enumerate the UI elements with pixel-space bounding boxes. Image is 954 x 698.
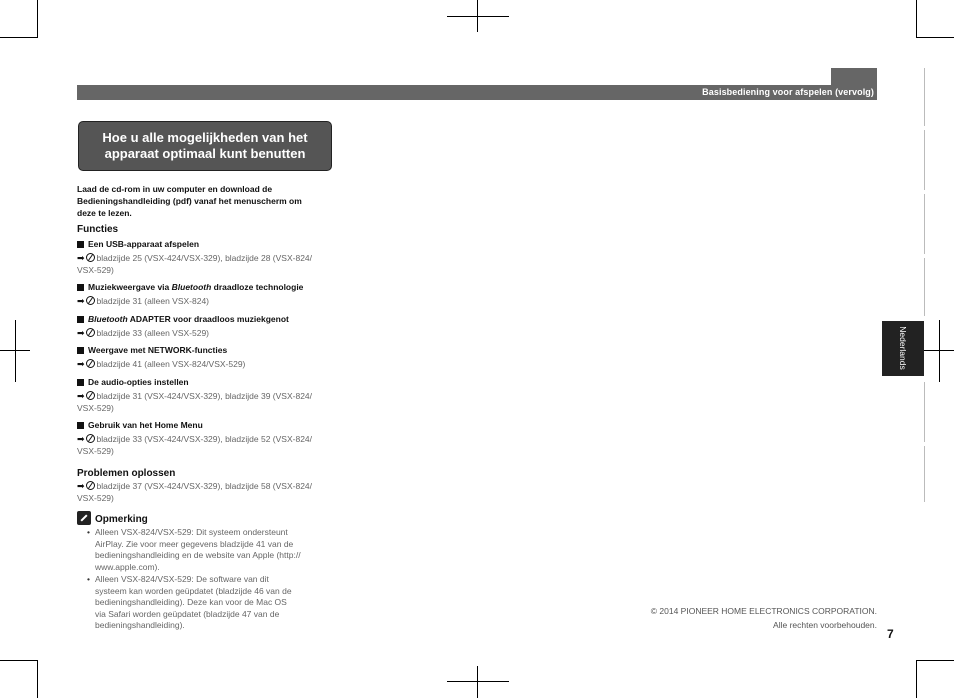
item-title-text: De audio-opties instellen: [88, 377, 189, 387]
item-title-post: draadloze technologie: [211, 282, 304, 292]
cd-rom-icon: [86, 481, 95, 490]
item-title-post: ADAPTER voor draadloos muziekgenot: [127, 314, 289, 324]
arrow-right-icon: ➡: [77, 296, 85, 306]
language-tab-label: Nederlands: [898, 326, 908, 370]
problemen-heading: Problemen oplossen: [77, 468, 176, 479]
note-line: AirPlay. Zie voor meer gegevens bladzijde 41 van de: [95, 538, 294, 549]
bullet-dot-icon: •: [87, 527, 90, 537]
problemen-ref: [77, 481, 327, 504]
note-line: systeem kan worden geüpdatet (bladzijde 46 van de: [95, 585, 292, 596]
note-line: Alleen VSX-824/VSX-529: Dit systeem ondersteunt: [95, 527, 288, 537]
arrow-right-icon: ➡: [77, 481, 85, 491]
item-title-pre: Muziekweergave via: [88, 282, 172, 292]
square-bullet-icon: [77, 379, 84, 386]
note-line: Alleen VSX-824/VSX-529: De software van dit: [95, 574, 269, 584]
pencil-note-icon: [77, 511, 91, 525]
cd-rom-icon: [86, 328, 95, 337]
note-bullet: [87, 574, 327, 632]
note-line: bedieningshandleiding).: [95, 620, 185, 631]
square-bullet-icon: [77, 347, 84, 354]
ref-line1: bladzijde 37 (VSX-424/VSX-329), bladzijde 58 (VSX-824/: [96, 481, 313, 491]
cd-rom-icon: [86, 296, 95, 305]
intro-text: [77, 183, 332, 219]
ref-line1: bladzijde 25 (VSX-424/VSX-329), bladzijde 28 (VSX-824/: [96, 253, 313, 263]
function-item-title: [77, 345, 227, 355]
item-title-text: Een USB-apparaat afspelen: [88, 239, 200, 249]
ref-line2: VSX-529): [77, 492, 114, 503]
running-title: Basisbediening voor afspelen (vervolg): [702, 87, 874, 97]
cd-rom-icon: [86, 253, 95, 262]
note-line: www.apple.com).: [95, 561, 160, 572]
note-title: Opmerking: [95, 514, 148, 525]
item-title-italic: Bluetooth: [171, 282, 212, 292]
ref-line1: bladzijde 33 (alleen VSX-529): [96, 328, 210, 338]
function-item-ref: [77, 359, 327, 371]
function-item-title: [77, 282, 303, 292]
function-item-title: [77, 239, 199, 249]
header-tab: [831, 68, 877, 85]
note-line: bedieningshandleiding). Deze kan voor de Mac OS: [95, 597, 287, 608]
ref-line1: bladzijde 31 (VSX-424/VSX-329), bladzijde 39 (VSX-824/: [96, 391, 313, 401]
note-bullet: [87, 527, 327, 573]
ref-line2: VSX-529): [77, 264, 114, 275]
intro-line3: deze te lezen.: [77, 208, 132, 218]
ref-line1: bladzijde 41 (alleen VSX-824/VSX-529): [96, 359, 246, 369]
function-item-ref: [77, 391, 327, 414]
function-item-ref: [77, 434, 327, 457]
functies-heading: Functies: [77, 224, 119, 235]
function-item-title: [77, 420, 203, 430]
intro-line2: Bedieningshandleiding (pdf) vanaf het menuscherm om: [77, 196, 302, 206]
arrow-right-icon: ➡: [77, 391, 85, 401]
page-number: 7: [887, 627, 894, 641]
note-line: via Safari worden geüpdatet (bladzijde 47 van de: [95, 608, 280, 619]
cd-rom-icon: [86, 434, 95, 443]
note-line: bedieningshandleiding en de website van Apple (http://: [95, 550, 301, 561]
ref-line1: bladzijde 31 (alleen VSX-824): [96, 296, 210, 306]
square-bullet-icon: [77, 241, 84, 248]
function-item-title: [77, 377, 189, 387]
square-bullet-icon: [77, 284, 84, 291]
arrow-right-icon: ➡: [77, 253, 85, 263]
cd-rom-icon: [86, 359, 95, 368]
section-title-line1: Hoe u alle mogelijkheden van het: [102, 130, 308, 145]
ref-line2: VSX-529): [77, 402, 114, 413]
section-title-line2: apparaat optimaal kunt benutten: [104, 146, 306, 161]
item-title-text: Gebruik van het Home Menu: [88, 420, 203, 430]
square-bullet-icon: [77, 422, 84, 429]
ref-line1: bladzijde 33 (VSX-424/VSX-329), bladzijde 52 (VSX-824/: [96, 434, 313, 444]
square-bullet-icon: [77, 316, 84, 323]
copyright-line1: © 2014 PIONEER HOME ELECTRONICS CORPORATION.: [650, 606, 877, 616]
function-item-ref: [77, 253, 327, 276]
function-item-title: [77, 314, 289, 324]
copyright-line2: Alle rechten voorbehouden.: [773, 620, 877, 630]
intro-line1: Laad de cd-rom in uw computer en download de: [77, 184, 273, 194]
function-item-ref: [77, 328, 327, 340]
item-title-text: Weergave met NETWORK-functies: [88, 345, 228, 355]
cd-rom-icon: [86, 391, 95, 400]
ref-line2: VSX-529): [77, 445, 114, 456]
item-title-italic: Bluetooth: [88, 314, 128, 324]
section-title-box: [78, 121, 332, 171]
arrow-right-icon: ➡: [77, 328, 85, 338]
bullet-dot-icon: •: [87, 574, 90, 584]
function-item-ref: [77, 296, 327, 308]
arrow-right-icon: ➡: [77, 359, 85, 369]
arrow-right-icon: ➡: [77, 434, 85, 444]
